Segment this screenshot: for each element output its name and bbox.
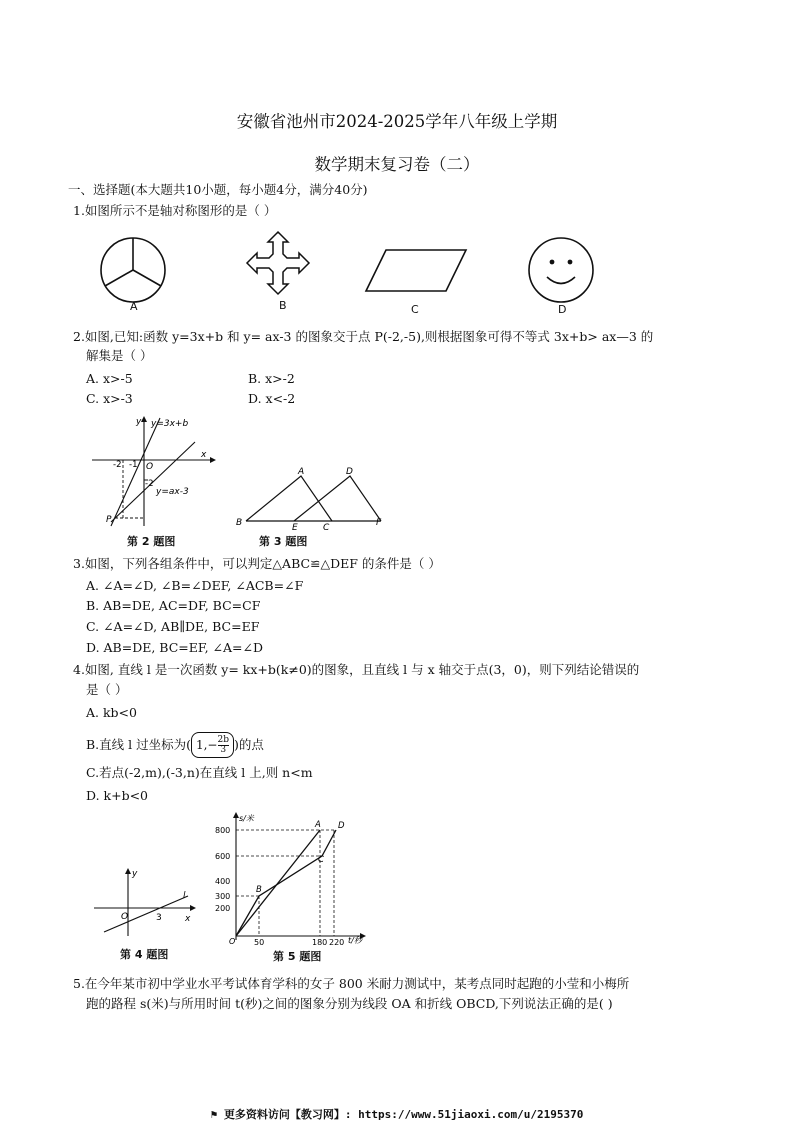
q4-fig-y: y [132, 869, 138, 879]
q5-figure-caption: 第 5 题图 [273, 950, 322, 963]
q5-fig-ytick-300: 300 [215, 892, 231, 901]
q1-label-c: C [411, 303, 419, 316]
q4-option-b-suffix: )的点 [234, 737, 264, 752]
q2-fig-line1-label: y=3x+b [151, 419, 189, 429]
q2-fig-point-p: P [106, 515, 112, 525]
q5-fig-xtick-180: 180 [312, 938, 328, 947]
q2-fig-y-label: y [136, 417, 142, 427]
q4-fig-origin: O [121, 912, 129, 922]
q1-label-b: B [279, 299, 287, 312]
q5-fig-ytick-400: 400 [215, 877, 231, 886]
q2-option-c: C. x>-3 [86, 391, 133, 406]
q5-fig-xlabel: t/秒 [348, 936, 362, 945]
q2-fig-tick-minus2: -2 [113, 460, 122, 470]
q4-fig-l: l [183, 891, 186, 901]
title-line-2: 数学期末复习卷（二） [314, 155, 480, 174]
q5-fig-ytick-200: 200 [215, 904, 231, 913]
q2-fig-tick-minus1: -1 [129, 460, 138, 470]
q2-figure-caption: 第 2 题图 [127, 535, 176, 548]
q4-option-b-prefix: B.直线 l 过坐标为( [86, 737, 191, 752]
q3-fig-d: D [346, 467, 353, 477]
q5-fig-xtick-50: 50 [254, 938, 265, 947]
q5-fig-origin: O [229, 937, 236, 946]
q2-stem-line-1: 2.如图,已知:函数 y=3x+b 和 y= ax-3 的图象交于点 P(-2,-5),则根据图象可得不等式 3x+b> ax—3 的 [73, 329, 654, 344]
q5-stem-line-2: 跑的路程 s(米)与所用时间 t(秒)之间的图象分别为线段 OA 和折线 OBCD,下列说法正确的是( ) [86, 996, 613, 1011]
q1-label-d: D [558, 303, 567, 316]
q5-fig-ytick-800: 800 [215, 826, 231, 835]
q5-fig-ylabel: s/米 [239, 814, 254, 823]
q2-fig-x-label: x [201, 450, 207, 460]
q3-fig-a: A [298, 467, 305, 477]
q4-option-b-denominator: 3 [220, 745, 227, 755]
q1-figure-c [365, 247, 475, 297]
section-heading: 一、选择题(本大题共10小题，每小题4分，满分40分) [68, 182, 368, 197]
q2-option-a: A. x>-5 [86, 371, 133, 386]
q4-stem-line-1: 4.如图, 直线 l 是一次函数 y= kx+b(k≠0)的图象，且直线 l 与 x 轴交于点(3，0)，则下列结论错误的 [73, 662, 640, 677]
q1-label-a: A [130, 300, 138, 313]
q5-fig-point-d: D [338, 821, 345, 831]
q4-fig-three: 3 [156, 913, 162, 923]
q5-fig-point-b: B [256, 885, 262, 895]
flag-icon: ⚑ [210, 1108, 224, 1121]
q5-figure [212, 810, 372, 945]
q1-figure-d [527, 236, 597, 306]
q4-stem-line-2: 是（ ） [86, 682, 128, 697]
footer-link[interactable]: 更多资料访问【教习网】: https://www.51jiaoxi.com/u/2195370 [223, 1108, 584, 1121]
q3-figure [234, 466, 394, 533]
q2-option-b: B. x>-2 [248, 371, 295, 386]
q3-option-c: C. ∠A=∠D, AB∥DE, BC=EF [86, 619, 260, 634]
q3-stem: 3.如图，下列各组条件中，可以判定△ABC≌△DEF 的条件是（ ） [73, 556, 441, 571]
footer [0, 1106, 794, 1122]
q4-option-d: D. k+b<0 [86, 788, 148, 803]
q5-fig-point-c: C [318, 855, 324, 865]
q4-figure-caption: 第 4 题图 [120, 948, 169, 961]
title-line-1: 安徽省池州市2024-2025学年八年级上学期 [236, 112, 558, 131]
q4-option-c: C.若点(-2,m),(-3,n)在直线 l 上,则 n<m [86, 765, 313, 780]
q4-option-b [86, 732, 264, 758]
q1-stem: 1.如图所示不是轴对称图形的是（ ） [73, 203, 277, 218]
q5-fig-ytick-600: 600 [215, 852, 231, 861]
q4-option-a: A. kb<0 [86, 705, 137, 720]
q2-fig-origin: O [146, 462, 154, 472]
q3-figure-caption: 第 3 题图 [259, 535, 308, 548]
q3-fig-e: E [292, 523, 298, 533]
q4-option-b-numerator: 2b [217, 735, 229, 745]
q3-option-d: D. AB=DE, BC=EF, ∠A=∠D [86, 640, 264, 655]
q4-option-b-one: 1,− [195, 738, 218, 752]
q3-fig-f: F [376, 518, 382, 528]
q2-fig-line2-label: y=ax-3 [156, 487, 189, 497]
q2-fig-tick-y: -2 [145, 479, 154, 489]
q5-fig-point-a: A [315, 820, 321, 830]
q5-fig-xtick-220: 220 [329, 938, 345, 947]
q3-fig-b: B [236, 518, 243, 528]
q5-stem-line-1: 5.在今年某市初中学业水平考试体育学科的女子 800 米耐力测试中，某考点同时起跑的小莹和小梅所 [73, 976, 630, 991]
q2-option-d: D. x<-2 [248, 391, 296, 406]
q3-fig-c: C [323, 523, 330, 533]
q4-figure [90, 866, 200, 938]
q2-stem-line-2: 解集是（ ） [86, 348, 153, 363]
q3-option-b: B. AB=DE, AC=DF, BC=CF [86, 598, 261, 613]
q3-option-a: A. ∠A=∠D, ∠B=∠DEF, ∠ACB=∠F [86, 578, 304, 593]
q1-figure-b [246, 230, 316, 300]
q4-option-b-fraction [218, 736, 230, 755]
q2-figure [88, 414, 218, 532]
q4-fig-x: x [185, 914, 191, 924]
q4-option-b-coordinate [191, 732, 234, 758]
